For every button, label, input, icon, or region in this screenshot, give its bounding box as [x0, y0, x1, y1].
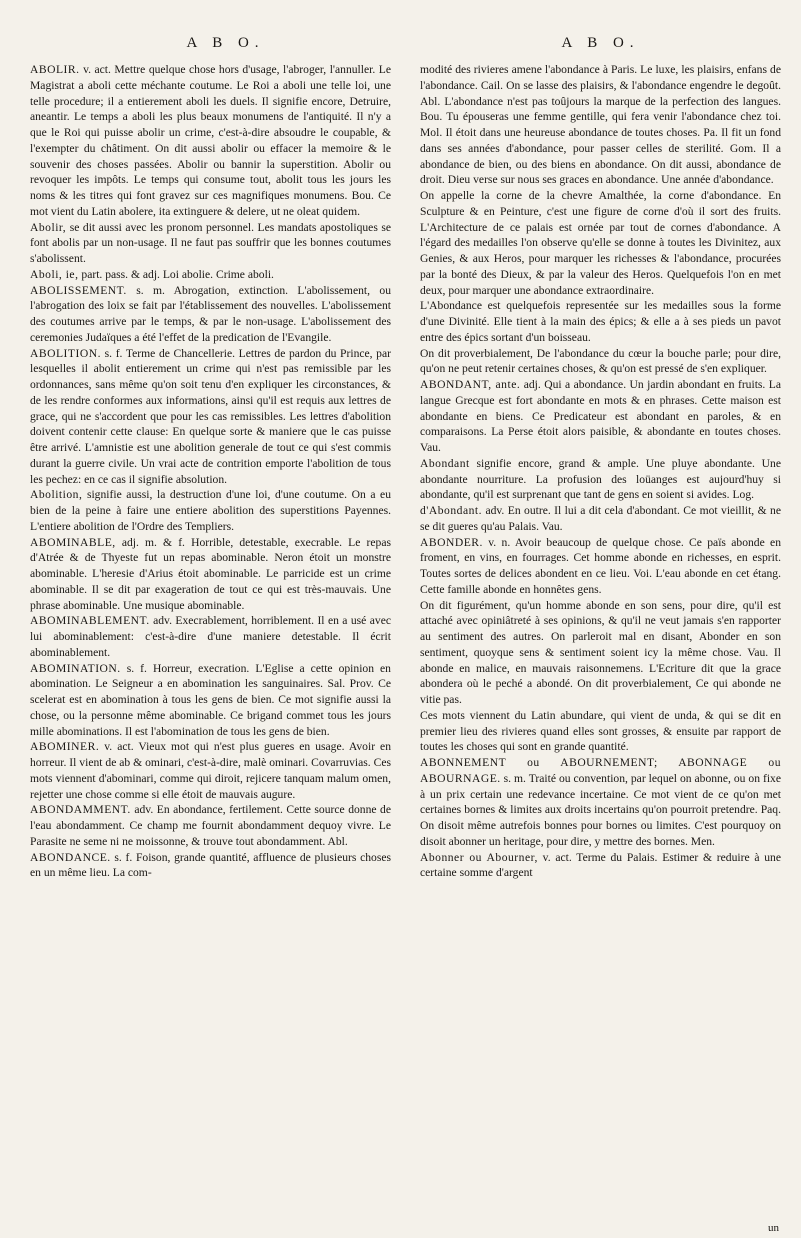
entry-text: On dit proverbialement, De l'abondance du cœur la bouche parle; pour dire, qu'on ne peut retenir certaines choses, & qu'on est pressé de s'en expliquer. — [420, 346, 781, 376]
dictionary-entry — [420, 377, 781, 456]
left-entries — [30, 62, 391, 881]
entry-headword: ABOLITION. — [30, 346, 102, 360]
entry-headword: ABOMINER. — [30, 740, 100, 754]
entry-headword: ABONDER. — [420, 535, 483, 549]
dictionary-entry — [420, 298, 781, 345]
dictionary-entry — [30, 220, 391, 267]
entry-text: se dit aussi avec les pronom personnel. Les mandats apostoliques se font abolis par un non-usage. Il ne faut pas souffrir que les bonnes coutumes s'abolissent. — [30, 220, 392, 265]
entry-text: s. f. Foison, grande quantité, affluence de plusieurs choses en un même lieu. La com- — [30, 850, 391, 880]
dictionary-entry — [30, 487, 391, 534]
running-head-left: A B O. — [186, 35, 265, 51]
dictionary-entry — [420, 850, 781, 882]
right-column — [420, 36, 781, 881]
dictionary-entry — [30, 850, 391, 882]
entry-headword: ABOLIR. — [30, 63, 80, 76]
entry-text: adv. Execrablement, horriblement. Il en a usé avec lui abominablement: c'est-à-dire d'une maniere detestable. Il écrit abominablement. — [30, 614, 391, 659]
dictionary-entry — [420, 346, 781, 378]
dictionary-entry — [30, 613, 391, 660]
entry-text: v. act. Vieux mot qui n'est plus gueres en usage. Avoir en horreur. Il vient de ab & ominari, c'est-à-dire, malè ominari. Covarruvias. Ces mots viennent d'abominari, comme qui diroit, rejicere tanquam malum omen, rejetter une chose comme si elle étoit de mauvais augure. — [30, 740, 392, 801]
dictionary-entry — [30, 62, 391, 220]
entry-text: signifie encore, grand & ample. Une pluye abondante. Une abondante nourriture. La profusion des loüanges est aujourd'huy si abondante, qu'il est surprenant que tant de gens en soient si avides. Log. — [420, 456, 781, 502]
entry-text: On appelle la corne de la chevre Amalthée, la corne d'abondance. En Sculpture & en Peinture, c'est une figure de corne d'où il sort des fruits. L'Architecture de ce palais est ornée par tout de cornes d'abondance. A l'égard des medailles l'on observe qu'elle se donne à toutes les Divinitez, aux Genies, & aux Heros, pour marquer les richesses & l'abondance, procurées par la bonté des Dieux, & par la valeur des Heros. Quelquefois l'on en met deux, pour marquer une abondance extraordinaire. — [420, 189, 781, 297]
entry-headword: ABOLISSEMENT. — [30, 283, 127, 297]
entry-headword: Abondant — [420, 456, 470, 470]
dictionary-entry — [30, 739, 391, 802]
entry-headword: ABONDAMMENT. — [30, 803, 131, 817]
entry-text: adv. En abondance, fertilement. Cette source donne de l'eau abondamment. Ce champ me fournit abondamment dequoy vivre. Le Parasite ne seme ni ne moissonne, & trouve tout abondamment. Abl. — [30, 803, 391, 848]
entry-headword: ABONNEMENT ou ABOURNEMENT; ABONNAGE ou ABOURNAGE. — [420, 756, 781, 785]
dictionary-entry — [420, 503, 781, 535]
entry-text: s. m. Traité ou convention, par lequel on abonne, ou on fixe à un prix certain une redevance incertaine. Ce mot vient de ce qu'on met certaines bornes & limites aux droits incertains qu'on pourroit pretendre. Paq. On disoit même autrefois bonnes pour bornes ou limites. C'est pourquoy on disoit abonner un heritage, pour dire, y mettre des bornes. Men. — [420, 771, 781, 848]
entry-headword: ABONDANT, ante. — [420, 378, 521, 391]
entry-text: signifie aussi, la destruction d'une loi, d'une coutume. On a eu bien de la peine à faire une entiere abolition des superstitions Payennes. L'entiere abolition de l'Ordre des Templiers. — [30, 488, 391, 533]
entry-text: On dit figurément, qu'un homme abonde en son sens, pour dire, qu'il est attaché avec opiniâtreté à ses opinions, & qu'il ne veut jamais s'en rapporter au sentiment des autres. On parleroit mal en disant, Abonder en son sentiment, quoyque sens & sentiment soient icy la même chose. Vau. Il abonde en malice, en mauvais raisonnemens. L'Ecriture dit que la grace abondera où le peché a abondé. On dit proverbialement, Ce qui abonde ne vitie pas. — [420, 598, 781, 706]
entry-text: adv. En outre. Il lui a dit cela d'abondant. Ce mot vieillit, & ne se dit gueres qu'au Palais. Vau. — [420, 504, 781, 533]
catchword: un — [768, 1222, 779, 1234]
entry-text: L'Abondance est quelquefois representée sur les medailles sous la forme d'une Divinité. Elle tient à la main des épics; & elle a à ses pieds un pavot entre des épics sortant d'un boisseau. — [420, 299, 781, 344]
dictionary-entry — [420, 62, 781, 188]
entry-text: adj. Qui a abondance. Un jardin abondant en fruits. La langue Grecque est fort abondante en mots & en phrases. Cette maison est abondante en biens. Ce Predicateur est abondant en paroles, & en comparaisons. La Perse étoit alors paisible, & abondante en toutes choses. Vau. — [420, 378, 782, 454]
dictionary-entry — [30, 802, 391, 849]
entry-text: Ces mots viennent du Latin abundare, qui vient de unda, & qui se dit en premier lieu des rivieres quand elles sont grosses, & ensuite par rapport de toutes les choses qui sont en grande quantité. — [420, 708, 781, 754]
entry-headword: ABOMINABLE, — [30, 535, 116, 549]
dictionary-entry — [30, 346, 391, 488]
dictionary-entry — [420, 598, 781, 708]
entry-headword: Aboli, ie, — [30, 267, 79, 281]
entry-text: part. pass. & adj. Loi abolie. Crime aboli. — [81, 267, 274, 281]
entry-text: adj. m. & f. Horrible, detestable, execrable. Le repas d'Atrée & de Thyeste fut un repas abominable. Neron étoit un monstre abominable. L'heresie d'Arius étoit abominable. Le parricide est un crime abominable. Il se dit par exageration de tout ce qui est très-mauvais. Une phrase abominable. Une musique abominable. — [30, 535, 391, 612]
entry-headword: d'Abondant. — [420, 504, 483, 517]
entry-headword: Abolition, — [30, 488, 83, 502]
dictionary-entry — [30, 535, 391, 614]
dictionary-entry — [420, 535, 781, 598]
entry-text: s. f. Terme de Chancellerie. Lettres de pardon du Prince, par lesquelles il abolit entierement un crime qui n'est pas remissible par les ordonnances, sans même qu'on soit tenu d'en expliquer les circonstances, & de les rendre conformes aux informations, ainsi qu'il est requis aux lettres de grace, qui ne s'accordent que pour les cas remissibles. Les lettres d'abolition doivent contenir cette clause: En quelque sorte & maniere que le cas puisse être arrivé. L'amnistie est une abolition generale de tout ce qui s'est commis durant la guerre civile. Un vrai acte de contrition emporte l'abolition de tous les pechez: en ce cas il signifie absolution. — [30, 346, 391, 486]
dictionary-entry — [420, 755, 781, 850]
entry-text: v. act. Mettre quelque chose hors d'usage, l'abroger, l'annuller. Le Magistrat a aboli cette méchante coutume. Le Roi a aboli une telle loi, une telle procedure; il a entierement aboli les duels. Il signifie encore, Detruire, aneantir. Le temps a aboli les plus beaux monumens de l'antiquité. Il n'y a que le Roi qui puisse abolir un crime, c'est-à-dire absoudre le coupable, & l'exempter du châtiment. On dit aussi abolir ou effacer la memoire & le souvenir des choses passées. Abolir ou bannir la superstition. Abolir ou revoquer les impôts. Le temps qui consume tout, abolit tous les jours les noms & les titres qui font gravez sur ces magnifiques monumens. Bou. Ce mot vient du Latin abolere, ita extinguere & delere, ut ne oleat quidem. — [30, 63, 391, 218]
entry-headword: ABOMINATION. — [30, 661, 121, 675]
dictionary-entry — [420, 708, 781, 755]
entry-headword: ABOMINABLEMENT. — [30, 614, 150, 628]
entry-text: s. m. Abrogation, extinction. L'abolissement, ou l'abrogation des loix se fait par l'établissement des nouvelles. L'abolissement des coutumes arrive par le temps, & par le non-usage. L'abolissement des ceremonies Judaïques a été l'effet de la predication de l'Evangile. — [30, 283, 391, 344]
dictionary-entry — [420, 188, 781, 298]
entry-text: v. n. Avoir beaucoup de quelque chose. Ce païs abonde en froment, en vins, en fourrages. Cet homme abonde en richesses, en esprit. Toutes sortes de delices abondent en ce lieu. Voi. L'eau abonde en cet étang. Cette famille abonde en honnêtes gens. — [420, 535, 781, 596]
entry-headword: Abonner ou Abourner, — [420, 850, 538, 864]
dictionary-entry — [30, 661, 391, 740]
entry-text: s. f. Horreur, execration. L'Eglise a cette opinion en abomination. Le Seigneur a en abomination les sanguinaires. Sal. Prov. Ce scelerat est en abomination à tous les gens de bien. Ce mot signifie aussi la chose, ou la personne même abominable. Ce brigand commet tous les jours mille abominations. Il est l'abomination de tous les gens de bien. — [30, 661, 391, 738]
entry-headword: ABONDANCE. — [30, 850, 111, 864]
entry-text: v. act. Terme du Palais. Estimer & reduire à une certaine somme d'argent — [420, 850, 781, 880]
entry-headword: Abolir, — [30, 220, 67, 234]
dictionary-entry — [30, 267, 391, 283]
dictionary-entry — [30, 283, 391, 346]
left-column — [30, 36, 391, 881]
dictionary-entry — [420, 456, 781, 503]
running-head-right: A B O. — [561, 35, 640, 51]
right-entries — [420, 62, 781, 881]
entry-text: modité des rivieres amene l'abondance à Paris. Le luxe, les plaisirs, enfans de l'abondance. Cail. On se lasse des plaisirs, & l'abondance engendre le degoût. Abl. L'abondance n'est pas toûjours la marque de la perfection des langues. Bou. Tu épouseras une femme gentille, qui fera venir l'abondance chez toi. Mol. Il étoit dans une heureuse abondance de toutes choses. Pa. Il fit un fond dans ses années d'abondance, pour passer celles de sterilité. Gom. Il a abondance de bien, ou des biens en abondance. On dit aussi, abondance de droit. Dieu verse sur nous ses graces en abondance. Une année d'abondance. — [420, 63, 781, 187]
